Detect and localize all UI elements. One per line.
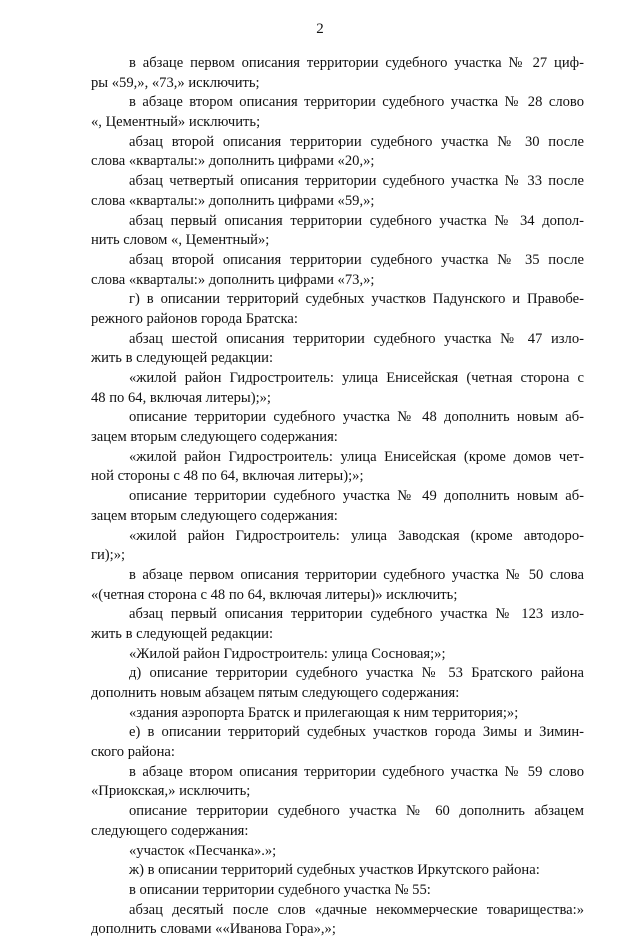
document-body <box>91 54 584 940</box>
text-line: е) в описании территорий судебных участков города Зимы и Зимин- <box>129 724 584 741</box>
text-line: режного районов города Братска: <box>91 310 298 327</box>
text-line: ги);»; <box>91 547 126 564</box>
text-line: в описании территории судебного участка № 55: <box>129 881 431 898</box>
text-line: «Приокская,» исключить; <box>91 783 251 800</box>
text-line: абзац второй описания территории судебного участка № 35 после <box>129 251 584 268</box>
text-line: абзац десятый после слов «дачные некоммерческие товарищества:» <box>129 901 584 918</box>
text-line: в абзаце первом описания территории судебного участка № 27 циф- <box>129 55 584 71</box>
text-line: «жилой район Гидростроитель: улица Енисейская (кроме домов чет- <box>129 448 584 465</box>
text-line: абзац четвертый описания территории судебного участка № 33 после <box>129 173 584 190</box>
text-line: абзац первый описания территории судебного участка № 34 допол- <box>129 212 584 229</box>
text-line: следующего содержания: <box>91 822 249 839</box>
text-line: 48 по 64, включая литеры);»; <box>91 389 271 406</box>
text-line: г) в описании территорий судебных участков Падунского и Правобе- <box>129 291 584 308</box>
text-line: д) описание территории судебного участка № 53 Братского района <box>129 665 584 682</box>
text-line: жить в следующей редакции: <box>91 625 274 642</box>
text-line: абзац второй описания территории судебного участка № 30 после <box>129 133 584 150</box>
text-line: жить в следующей редакции: <box>91 350 274 367</box>
text-line: «(четная сторона с 48 по 64, включая литеры)» исключить; <box>91 586 458 603</box>
text-line: слова «кварталы:» дополнить цифрами «20,»; <box>91 153 375 170</box>
text-line: слова «кварталы:» дополнить цифрами «73,»; <box>91 271 375 288</box>
text-line: описание территории судебного участка № 60 дополнить абзацем <box>129 803 584 820</box>
text-line: дополнить словами ««Иванова Гора»,»; <box>91 921 336 938</box>
text-line: абзац шестой описания территории судебного участка № 47 изло- <box>129 330 584 347</box>
text-line: нить словом «, Цементный»; <box>91 232 270 249</box>
text-line: «участок «Песчанка».»; <box>129 842 277 859</box>
text-line: абзац первый описания территории судебного участка № 123 изло- <box>129 606 584 623</box>
text-line: ж) в описании территорий судебных участков Иркутского района: <box>129 862 540 879</box>
text-line: зацем вторым следующего содержания: <box>91 507 338 524</box>
text-line: в абзаце втором описания территории судебного участка № 28 слово <box>129 94 584 111</box>
text-line: в абзаце первом описания территории судебного участка № 50 слова <box>129 566 584 583</box>
text-line: ной стороны с 48 по 64, включая литеры);»; <box>91 468 364 485</box>
text-line: «, Цементный» исключить; <box>91 114 261 131</box>
text-line: «жилой район Гидростроитель: улица Енисейская (четная сторона с <box>129 370 584 386</box>
text-line: описание территории судебного участка № 49 дополнить новым аб- <box>129 488 584 505</box>
text-line: дополнить новым абзацем пятым следующего содержания: <box>91 685 460 701</box>
text-line: слова «кварталы:» дополнить цифрами «59,»; <box>91 192 375 209</box>
text-line: в абзаце втором описания территории судебного участка № 59 слово <box>129 763 584 780</box>
text-line: ского района: <box>91 744 175 761</box>
text-line: описание территории судебного участка № 48 дополнить новым аб- <box>129 409 584 426</box>
page-number: 2 <box>316 21 324 37</box>
text-line: «жилой район Гидростроитель: улица Заводская (кроме автодоро- <box>129 527 584 544</box>
text-line: ры «59,», «73,» исключить; <box>91 74 260 91</box>
text-line: «Жилой район Гидростроитель: улица Сосновая;»; <box>129 645 446 662</box>
text-line: «здания аэропорта Братск и прилегающая к ним территория;»; <box>129 704 519 721</box>
text-line: зацем вторым следующего содержания: <box>91 429 338 446</box>
